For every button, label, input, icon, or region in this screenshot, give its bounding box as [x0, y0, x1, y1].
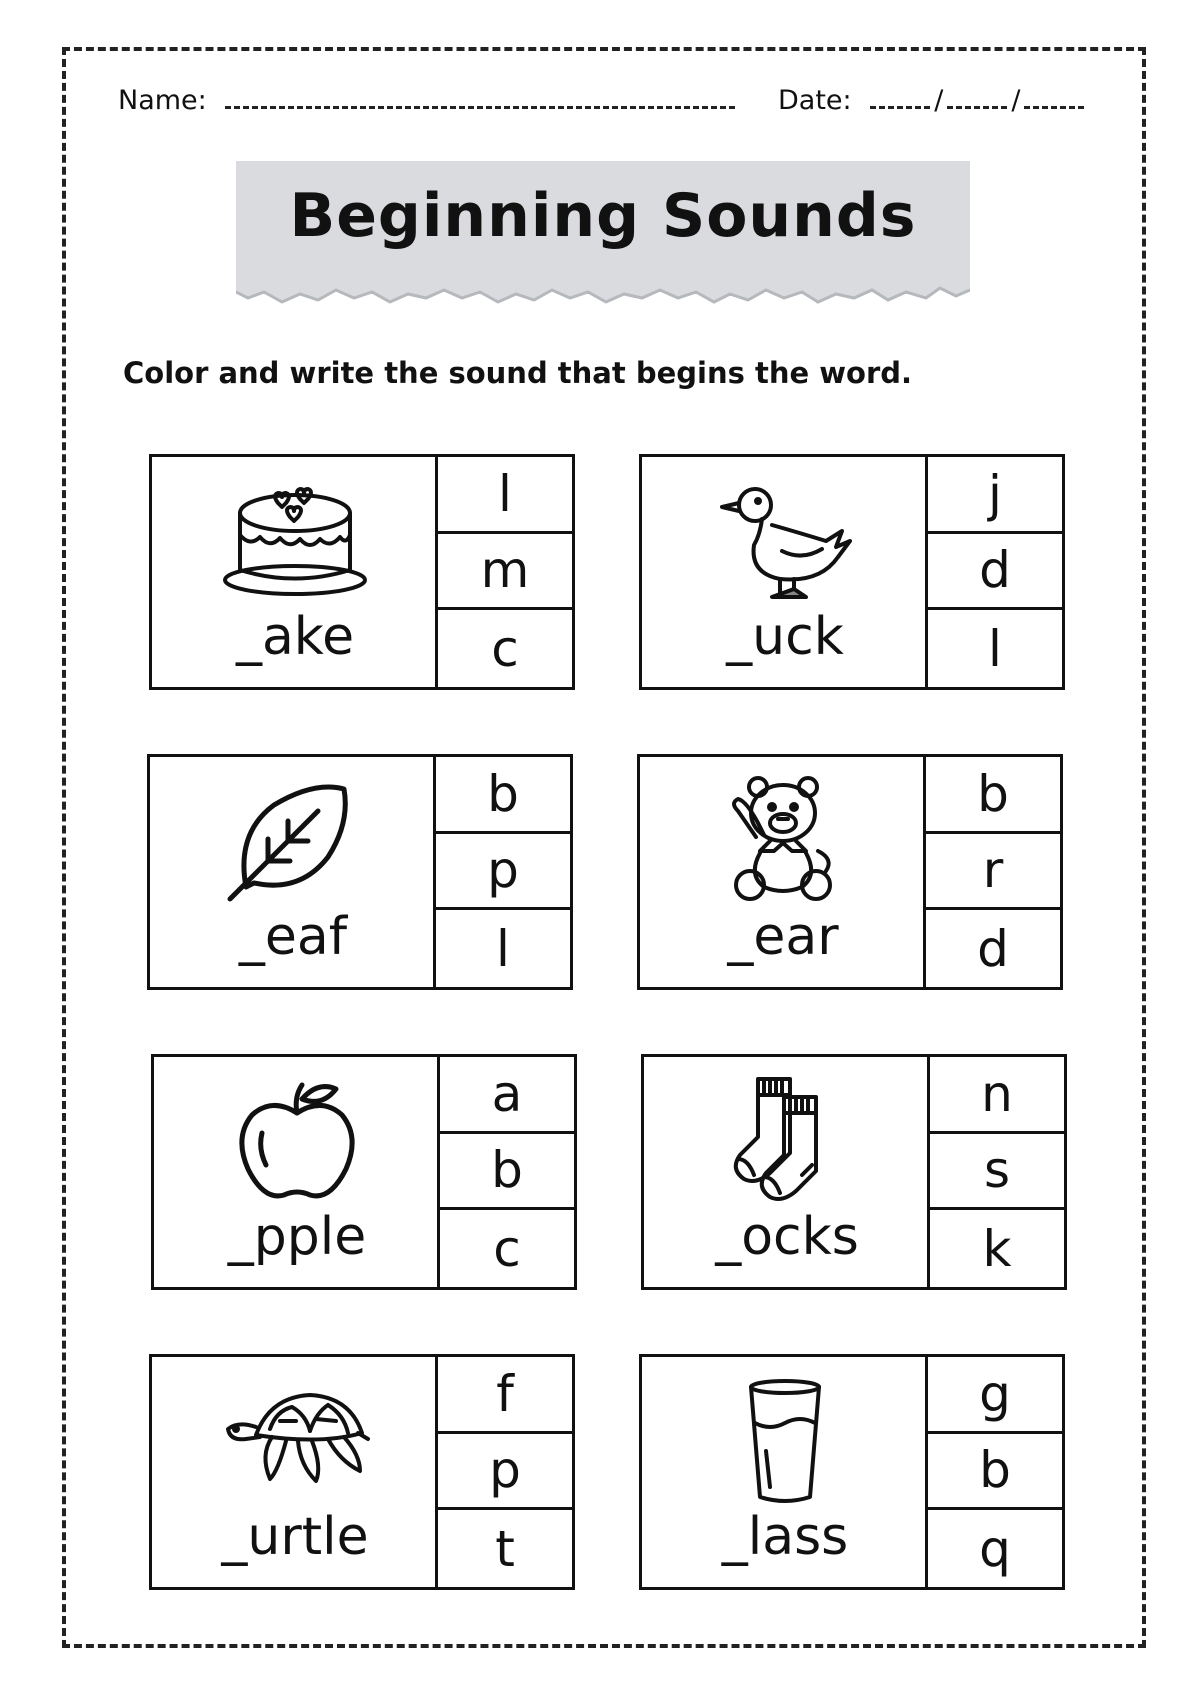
word-card-socks	[641, 1054, 1067, 1290]
glass-icon	[710, 1375, 860, 1505]
turtle-icon	[220, 1375, 370, 1505]
worksheet-title: Beginning Sounds	[289, 181, 917, 251]
picture-area	[640, 757, 926, 987]
letter-option[interactable]: m	[438, 534, 572, 611]
leaf-icon	[218, 775, 368, 905]
torn-paper-edge	[236, 268, 970, 320]
instruction-text: Color and write the sound that begins the word.	[123, 356, 913, 390]
date-slash: /	[934, 85, 944, 116]
letter-option[interactable]: p	[438, 1434, 572, 1511]
letter-option[interactable]: r	[926, 834, 1060, 911]
letter-option[interactable]: d	[977, 919, 1009, 978]
letter-options	[440, 1057, 574, 1287]
picture-area	[152, 1357, 438, 1587]
letter-option[interactable]: l	[988, 619, 1002, 678]
letter-option[interactable]: b	[926, 757, 1060, 834]
letter-option[interactable]: d	[928, 534, 1062, 611]
letter-options	[436, 757, 570, 987]
letter-option[interactable]: n	[930, 1057, 1064, 1134]
letter-option[interactable]: s	[930, 1134, 1064, 1211]
letter-options	[928, 1357, 1062, 1587]
word-card-duck	[639, 454, 1065, 690]
word-prompt: _uck	[726, 607, 844, 667]
letter-option[interactable]: b	[928, 1434, 1062, 1511]
letter-options	[438, 457, 572, 687]
word-card-cake	[149, 454, 575, 690]
date-slash: /	[1011, 85, 1021, 116]
picture-area	[642, 1357, 928, 1587]
word-prompt: _eaf	[238, 907, 348, 967]
word-card-glass	[639, 1354, 1065, 1590]
name-field[interactable]	[118, 84, 735, 116]
letter-option[interactable]: p	[436, 834, 570, 911]
word-prompt: _urtle	[221, 1507, 369, 1567]
duck-icon	[710, 475, 860, 605]
word-card-turtle	[149, 1354, 575, 1590]
letter-option[interactable]: f	[438, 1357, 572, 1434]
date-day-blank[interactable]	[947, 84, 1007, 109]
letter-option[interactable]: k	[982, 1219, 1012, 1278]
date-field[interactable]	[778, 84, 1084, 116]
picture-area	[154, 1057, 440, 1287]
word-prompt: _lass	[721, 1507, 849, 1567]
name-blank[interactable]	[225, 84, 735, 109]
picture-area	[644, 1057, 930, 1287]
letter-option[interactable]: t	[495, 1519, 515, 1578]
word-card-leaf	[147, 754, 573, 990]
date-month-blank[interactable]	[870, 84, 930, 109]
letter-option[interactable]: b	[440, 1134, 574, 1211]
date-year-blank[interactable]	[1024, 84, 1084, 109]
teddy-bear-icon	[708, 775, 858, 905]
word-card-apple	[151, 1054, 577, 1290]
word-prompt: _ear	[727, 907, 839, 967]
socks-icon	[712, 1075, 862, 1205]
letter-option[interactable]: l	[496, 919, 510, 978]
letter-option[interactable]: g	[928, 1357, 1062, 1434]
letter-option[interactable]: a	[440, 1057, 574, 1134]
word-card-bear	[637, 754, 1063, 990]
picture-area	[150, 757, 436, 987]
letter-option[interactable]: c	[493, 1219, 521, 1278]
letter-options	[930, 1057, 1064, 1287]
letter-options	[926, 757, 1060, 987]
picture-area	[642, 457, 928, 687]
cake-icon	[220, 475, 370, 605]
word-prompt: _ocks	[715, 1207, 859, 1267]
date-label: Date:	[778, 85, 852, 116]
letter-option[interactable]: b	[436, 757, 570, 834]
letter-option[interactable]: l	[438, 457, 572, 534]
letter-options	[438, 1357, 572, 1587]
letter-option[interactable]: c	[491, 619, 519, 678]
word-prompt: _ake	[235, 607, 355, 667]
letter-option[interactable]: j	[928, 457, 1062, 534]
word-prompt: _pple	[227, 1207, 367, 1267]
letter-options	[928, 457, 1062, 687]
picture-area	[152, 457, 438, 687]
name-label: Name:	[118, 85, 207, 116]
apple-icon	[222, 1075, 372, 1205]
letter-option[interactable]: q	[979, 1519, 1011, 1578]
